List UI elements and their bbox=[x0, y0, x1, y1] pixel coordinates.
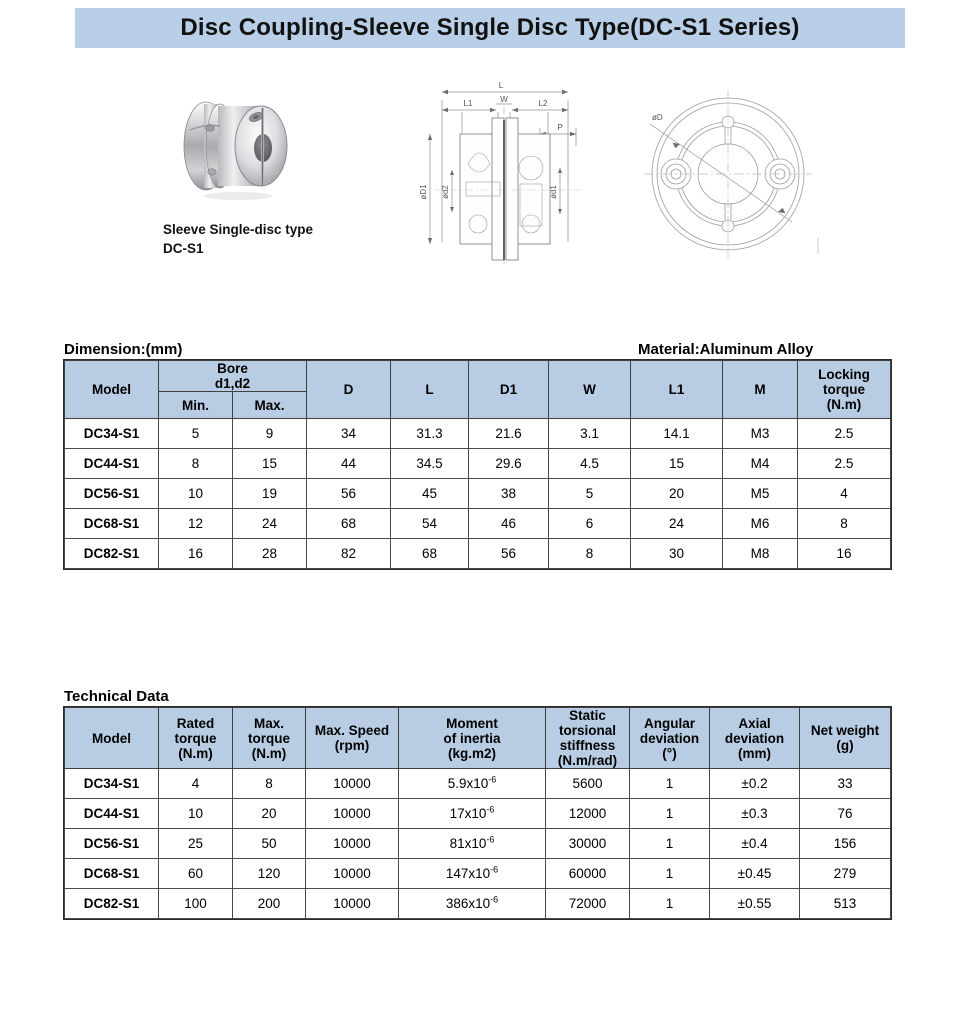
cell-model: DC68-S1 bbox=[65, 859, 159, 889]
cell-w: 6 bbox=[549, 509, 631, 539]
cell-l: 54 bbox=[391, 509, 469, 539]
header-bore-group bbox=[159, 361, 307, 392]
cell-model: DC56-S1 bbox=[65, 829, 159, 859]
product-caption bbox=[163, 220, 313, 258]
cell-bore-max: 24 bbox=[233, 509, 307, 539]
cell-weight: 513 bbox=[800, 889, 891, 919]
page-title-banner bbox=[75, 8, 905, 48]
header-L1: L1 bbox=[631, 361, 723, 419]
cell-max-speed: 10000 bbox=[306, 799, 399, 829]
page-title: Disc Coupling-Sleeve Single Disc Type(DC-S1 Series) bbox=[180, 14, 800, 41]
cell-w: 5 bbox=[549, 479, 631, 509]
header-axial-line3: (mm) bbox=[738, 745, 771, 761]
table-row bbox=[65, 769, 891, 799]
header-bore-line2: d1,d2 bbox=[214, 376, 251, 391]
cell-model: DC68-S1 bbox=[65, 509, 159, 539]
header-static-stiffness bbox=[546, 708, 630, 769]
cell-axial: ±0.4 bbox=[710, 829, 800, 859]
cell-d1: 38 bbox=[469, 479, 549, 509]
cell-d: 44 bbox=[307, 449, 391, 479]
cell-l1: 30 bbox=[631, 539, 723, 569]
cell-model: DC82-S1 bbox=[65, 539, 159, 569]
cell-m: M6 bbox=[723, 509, 798, 539]
cell-rated-torque: 4 bbox=[159, 769, 233, 799]
header-inertia-line2: of inertia bbox=[443, 730, 501, 746]
cell-w: 8 bbox=[549, 539, 631, 569]
cell-bore-max: 15 bbox=[233, 449, 307, 479]
cell-d1: 56 bbox=[469, 539, 549, 569]
header-locking-line1: Locking bbox=[818, 367, 870, 382]
cell-l: 34.5 bbox=[391, 449, 469, 479]
cell-rated-torque: 10 bbox=[159, 799, 233, 829]
cell-model: DC44-S1 bbox=[65, 449, 159, 479]
header-model: Model bbox=[65, 361, 159, 419]
cell-model: DC82-S1 bbox=[65, 889, 159, 919]
cell-w: 4.5 bbox=[549, 449, 631, 479]
inertia-exponent: -6 bbox=[488, 774, 497, 785]
header-weight-line2: (g) bbox=[836, 738, 854, 753]
side-label-L: L bbox=[498, 81, 504, 90]
cell-max-torque: 8 bbox=[233, 769, 306, 799]
header-rated-line1: Rated bbox=[176, 715, 215, 731]
cell-rated-torque: 25 bbox=[159, 829, 233, 859]
inertia-exponent: -6 bbox=[486, 804, 495, 815]
header-rated-line2: torque bbox=[174, 730, 217, 746]
side-label-phid2: ød2 bbox=[441, 185, 450, 199]
header-locking-line2: torque bbox=[823, 382, 866, 397]
cell-m: M8 bbox=[723, 539, 798, 569]
cell-locking-torque: 4 bbox=[798, 479, 891, 509]
cell-d: 82 bbox=[307, 539, 391, 569]
technical-section-caption: Technical Data bbox=[64, 688, 169, 705]
table-row bbox=[65, 479, 891, 509]
header-maxtorque-line2: torque bbox=[248, 730, 290, 746]
header-bore-min: Min. bbox=[159, 392, 233, 419]
cell-l: 68 bbox=[391, 539, 469, 569]
cell-stiffness: 60000 bbox=[546, 859, 630, 889]
cell-angular: 1 bbox=[630, 799, 710, 829]
dimension-table bbox=[64, 360, 891, 569]
cell-weight: 279 bbox=[800, 859, 891, 889]
cell-bore-min: 10 bbox=[159, 479, 233, 509]
cell-m: M3 bbox=[723, 419, 798, 449]
cell-axial: ±0.3 bbox=[710, 799, 800, 829]
cell-l: 31.3 bbox=[391, 419, 469, 449]
cell-angular: 1 bbox=[630, 859, 710, 889]
side-label-L1: L1 bbox=[463, 99, 473, 108]
cell-stiffness: 12000 bbox=[546, 799, 630, 829]
material-label: Material:Aluminum Alloy bbox=[638, 341, 814, 358]
cell-max-torque: 20 bbox=[233, 799, 306, 829]
header-net-weight bbox=[800, 708, 891, 769]
cell-locking-torque: 2.5 bbox=[798, 449, 891, 479]
table-row bbox=[65, 799, 891, 829]
cell-stiffness: 30000 bbox=[546, 829, 630, 859]
cell-locking-torque: 16 bbox=[798, 539, 891, 569]
dimension-table-body bbox=[65, 419, 891, 569]
header-max-torque bbox=[233, 708, 306, 769]
cell-max-speed: 10000 bbox=[306, 889, 399, 919]
header-bore-max: Max. bbox=[233, 392, 307, 419]
product-photo bbox=[160, 84, 310, 209]
cell-angular: 1 bbox=[630, 769, 710, 799]
cell-bore-min: 5 bbox=[159, 419, 233, 449]
table-row bbox=[65, 419, 891, 449]
cell-max-speed: 10000 bbox=[306, 769, 399, 799]
cell-max-speed: 10000 bbox=[306, 829, 399, 859]
header-angular-deviation bbox=[630, 708, 710, 769]
header-stiffness-line2: torsional bbox=[558, 723, 616, 738]
cell-bore-max: 28 bbox=[233, 539, 307, 569]
front-view-drawing bbox=[620, 82, 835, 272]
side-label-P: P bbox=[557, 123, 563, 132]
cell-d1: 46 bbox=[469, 509, 549, 539]
cell-angular: 1 bbox=[630, 829, 710, 859]
header-moment-inertia bbox=[399, 708, 546, 769]
header-angular-line2: deviation bbox=[639, 730, 700, 746]
header-rated-line3: (N.m) bbox=[178, 745, 213, 761]
inertia-exponent: -6 bbox=[490, 894, 499, 905]
header-rated-torque bbox=[159, 708, 233, 769]
side-view-drawing bbox=[400, 72, 615, 272]
header-maxtorque-line1: Max. bbox=[253, 715, 284, 731]
cell-stiffness: 72000 bbox=[546, 889, 630, 919]
cell-locking-torque: 8 bbox=[798, 509, 891, 539]
header-D1: D1 bbox=[469, 361, 549, 419]
cell-bore-max: 19 bbox=[233, 479, 307, 509]
table-row bbox=[65, 829, 891, 859]
cell-l1: 15 bbox=[631, 449, 723, 479]
cell-bore-min: 16 bbox=[159, 539, 233, 569]
cell-m: M4 bbox=[723, 449, 798, 479]
cell-max-torque: 50 bbox=[233, 829, 306, 859]
cell-d: 68 bbox=[307, 509, 391, 539]
table-row bbox=[65, 509, 891, 539]
header-weight-line1: Net weight bbox=[810, 723, 880, 738]
cell-inertia: $5.9x10^{-6}$ bbox=[399, 769, 546, 799]
cell-inertia: $81x10^{-6}$ bbox=[399, 829, 546, 859]
header-stiffness-line3: stiffness bbox=[559, 738, 616, 753]
cell-axial: ±0.2 bbox=[710, 769, 800, 799]
cell-l1: 24 bbox=[631, 509, 723, 539]
product-caption-line1: Sleeve Single-disc type bbox=[163, 222, 314, 237]
cell-l1: 20 bbox=[631, 479, 723, 509]
cell-m: M5 bbox=[723, 479, 798, 509]
cell-d: 34 bbox=[307, 419, 391, 449]
cell-max-torque: 200 bbox=[233, 889, 306, 919]
cell-d1: 29.6 bbox=[469, 449, 549, 479]
cell-model: DC34-S1 bbox=[65, 419, 159, 449]
cell-model: DC44-S1 bbox=[65, 799, 159, 829]
header-inertia-line3: (kg.m2) bbox=[447, 745, 496, 761]
technical-table bbox=[64, 707, 891, 919]
side-label-phiD1: øD1 bbox=[419, 184, 428, 200]
cell-weight: 33 bbox=[800, 769, 891, 799]
header-maxspeed-line1: Max. Speed bbox=[314, 723, 390, 738]
technical-table-body bbox=[65, 769, 891, 919]
side-label-W: W bbox=[500, 95, 508, 104]
cell-axial: ±0.45 bbox=[710, 859, 800, 889]
header-axial-deviation bbox=[710, 708, 800, 769]
side-label-phid1: ød1 bbox=[549, 185, 558, 199]
side-label-L2: L2 bbox=[538, 99, 548, 108]
table-row bbox=[65, 859, 891, 889]
cell-rated-torque: 60 bbox=[159, 859, 233, 889]
cell-inertia: $386x10^{-6}$ bbox=[399, 889, 546, 919]
header-locking-line3: (N.m) bbox=[826, 397, 862, 412]
front-label-phiD: øD bbox=[652, 113, 663, 122]
cell-rated-torque: 100 bbox=[159, 889, 233, 919]
header-max-speed bbox=[306, 708, 399, 769]
header-angular-line1: Angular bbox=[643, 715, 695, 731]
header-locking-torque bbox=[798, 361, 891, 419]
inertia-exponent: -6 bbox=[486, 834, 495, 845]
table-row bbox=[65, 449, 891, 479]
cell-model: DC56-S1 bbox=[65, 479, 159, 509]
inertia-exponent: -6 bbox=[490, 864, 499, 875]
header-L: L bbox=[391, 361, 469, 419]
cell-bore-max: 9 bbox=[233, 419, 307, 449]
cell-axial: ±0.55 bbox=[710, 889, 800, 919]
cell-l1: 14.1 bbox=[631, 419, 723, 449]
cell-stiffness: 5600 bbox=[546, 769, 630, 799]
header-axial-line2: deviation bbox=[724, 730, 785, 746]
cell-bore-min: 8 bbox=[159, 449, 233, 479]
header-stiffness-line4: (N.m/rad) bbox=[557, 753, 618, 768]
header-model: Model bbox=[65, 708, 159, 769]
table-row bbox=[65, 889, 891, 919]
header-bore-line1: Bore bbox=[217, 361, 248, 376]
header-axial-line1: Axial bbox=[738, 715, 771, 731]
cell-max-speed: 10000 bbox=[306, 859, 399, 889]
figure-strip bbox=[0, 62, 956, 277]
cell-weight: 156 bbox=[800, 829, 891, 859]
cell-locking-torque: 2.5 bbox=[798, 419, 891, 449]
header-M: M bbox=[723, 361, 798, 419]
header-W: W bbox=[549, 361, 631, 419]
cell-model: DC34-S1 bbox=[65, 769, 159, 799]
cell-weight: 76 bbox=[800, 799, 891, 829]
cell-max-torque: 120 bbox=[233, 859, 306, 889]
cell-angular: 1 bbox=[630, 889, 710, 919]
cell-l: 45 bbox=[391, 479, 469, 509]
cell-w: 3.1 bbox=[549, 419, 631, 449]
header-stiffness-line1: Static bbox=[569, 708, 606, 723]
header-maxtorque-line3: (N.m) bbox=[251, 745, 287, 761]
header-angular-line3: (°) bbox=[662, 745, 677, 761]
header-maxspeed-line2: (rpm) bbox=[334, 738, 370, 753]
header-inertia-line1: Moment bbox=[446, 715, 498, 731]
cell-inertia: $147x10^{-6}$ bbox=[399, 859, 546, 889]
cell-bore-min: 12 bbox=[159, 509, 233, 539]
cell-d1: 21.6 bbox=[469, 419, 549, 449]
product-caption-line2: DC-S1 bbox=[163, 241, 204, 256]
dimension-section-caption: Dimension:(mm) bbox=[64, 341, 183, 358]
table-row bbox=[65, 539, 891, 569]
header-D: D bbox=[307, 361, 391, 419]
cell-inertia: $17x10^{-6}$ bbox=[399, 799, 546, 829]
cell-d: 56 bbox=[307, 479, 391, 509]
